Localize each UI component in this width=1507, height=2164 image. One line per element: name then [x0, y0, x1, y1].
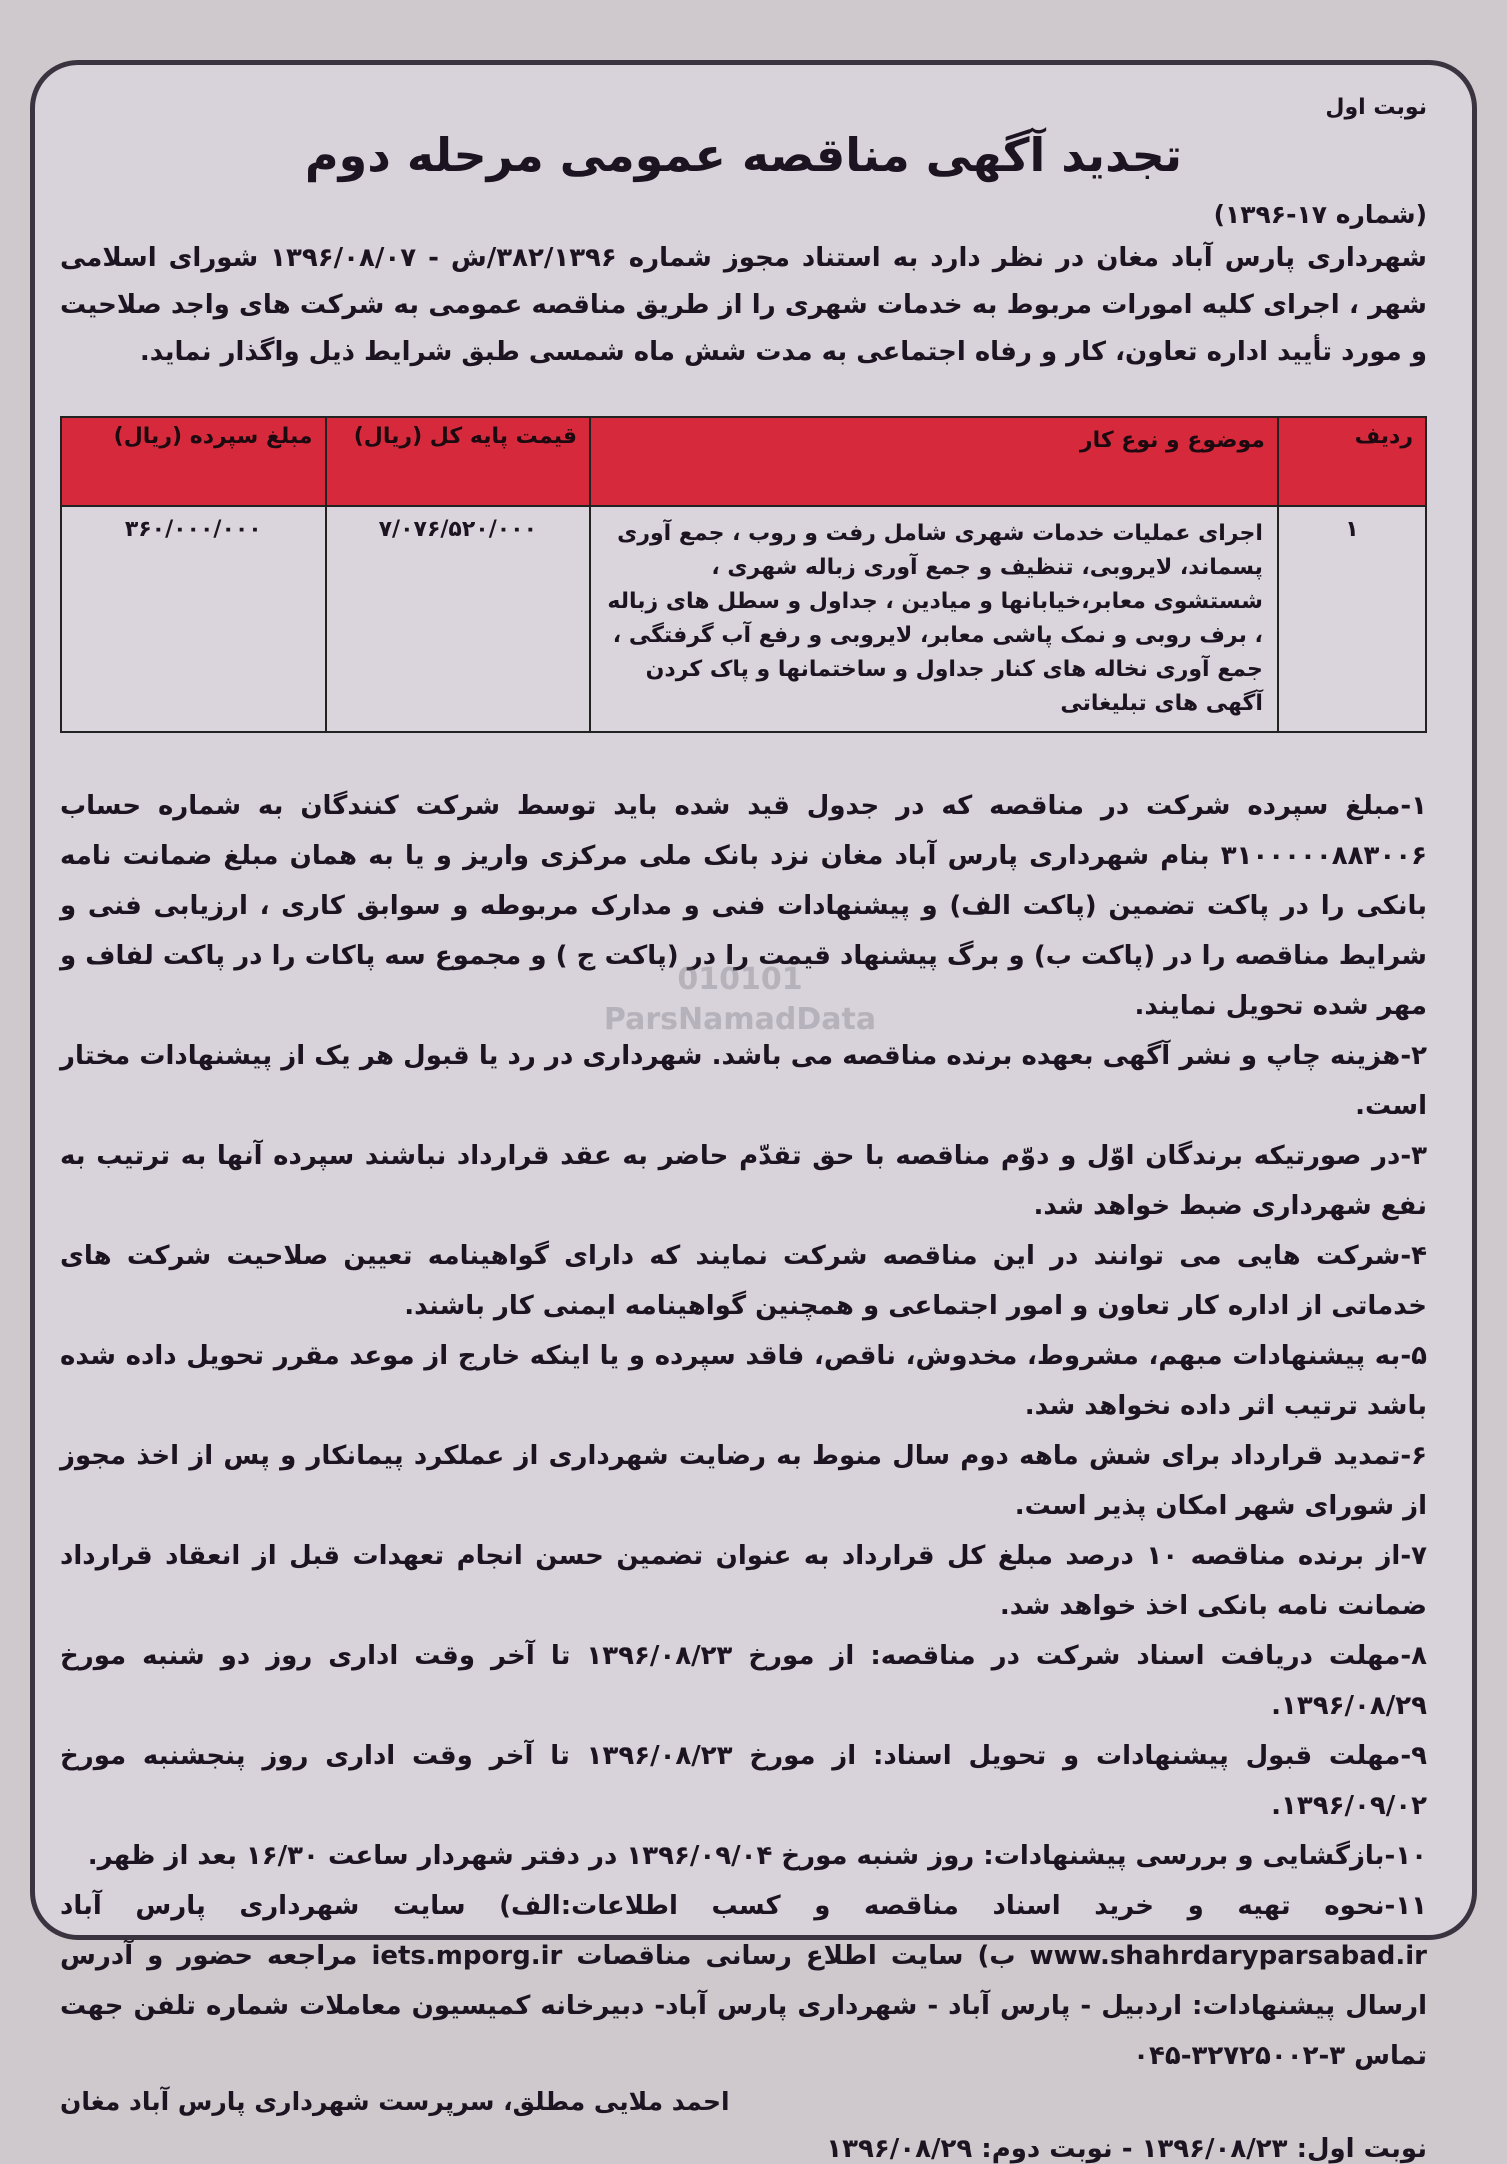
table-row	[61, 506, 1426, 732]
condition-item: ۹-مهلت قبول پیشنهادات و تحویل اسناد: از مورخ ۱۳۹۶/۰۸/۲۳ تا آخر وقت اداری روز پنجشنبه مورخ ۱۳۹۶/۰۹/۰۲.	[60, 1741, 1428, 1821]
cell-row-number: ۱	[1278, 506, 1426, 732]
condition-item: ۱-مبلغ سپرده شرکت در مناقصه که در جدول قید شده باید توسط شرکت کنندگان به شماره حساب ۳۱۰۰۰۰۰۸۸۳۰۰۶ بنام شهرداری پارس آباد مغان نزد بانک ملی مرکزی واریز و یا به همان مبلغ ضمانت نامه بانکی را در پاکت تضمین (پاکت الف) و پیشنهادات فنی و مدارک مربوطه و سوابق کاری ، ارزیابی فنی و شرایط مناقصه را در (پاکت ب) و برگ پیشنهاد قیمت را در (پاکت ج ) و مجموع سه پاکات را در پاکت لفاف و مهر شده تحویل نمایند.	[60, 791, 1427, 1021]
condition-item: ۵-به پیشنهادات مبهم، مشروط، مخدوش، ناقص، فاقد سپرده و یا اینکه خارج از موعد مقرر تحویل داده شده باشد ترتیب اثر داده نخواهد شد.	[60, 1341, 1427, 1421]
watermark-text: ParsNamadData	[603, 1002, 877, 1037]
watermark-number: 010101	[677, 962, 803, 997]
header-row-number: ردیف	[1278, 417, 1426, 506]
turn-label: نوبت اول	[1325, 95, 1427, 120]
condition-item: ۱۱-نحوه تهیه و خرید اسناد مناقصه و کسب اطلاعات:الف) سایت شهرداری پارس آباد www.shahrdaryparsabad.ir ب) سایت اطلاع رسانی مناقصات iets.mporg.ir مراجعه حضور و آدرس ارسال پیشنهادات: اردبیل - پارس آباد - شهرداری پارس آباد- دبیرخانه کمیسیون معاملات شماره تلفن جهت تماس ۳-۳۲۷۲۵۰۰۲-۰۴۵	[60, 1891, 1427, 2071]
condition-item: ۱۰-بازگشایی و بررسی پیشنهادات: روز شنبه مورخ ۱۳۹۶/۰۹/۰۴ در دفتر شهردار ساعت ۱۶/۳۰ بعد از ظهر.	[87, 1841, 1427, 1871]
cell-subject: اجرای عملیات خدمات شهری شامل رفت و روب ، جمع آوری پسماند، لایروبی، تنظیف و جمع آوری زباله شهری ، شستشوی معابر،خیابانها و میادین ، جداول و سطل های زباله ، برف روبی و نمک پاشی معابر، لایروبی و رفع آب گرفتگی ، جمع آوری نخاله های کنار جداول و ساختمانها و پاک کردن آگهی های تبلیغاتی	[590, 506, 1278, 732]
cell-base-price: ۷/۰۷۶/۵۲۰/۰۰۰	[326, 506, 591, 732]
condition-item: ۲-هزینه چاپ و نشر آگهی بعهده برنده مناقصه می باشد. شهرداری در رد یا قبول هر یک از پیشنهادات مختار است.	[60, 1041, 1427, 1121]
watermark	[560, 960, 920, 1130]
table-header-row	[61, 417, 1426, 506]
publish-dates: نوبت اول: ۱۳۹۶/۰۸/۲۳ - نوبت دوم: ۱۳۹۶/۰۸/۲۹	[826, 2134, 1427, 2164]
intro-paragraph: شهرداری پارس آباد مغان در نظر دارد به استناد مجوز شماره ۳۸۲/۱۳۹۶/ش - ۱۳۹۶/۰۸/۰۷ شورای اسلامی شهر ، اجرای کلیه امورات مربوط به خدمات شهری را از طریق مناقصه عمومی به شرکت های واجد صلاحیت و مورد تأیید اداره تعاون، کار و رفاه اجتماعی به مدت شش ماه شمسی طبق شرایط ذیل واگذار نماید.	[60, 243, 1427, 367]
condition-item: ۴-شرکت هایی می توانند در این مناقصه شرکت نمایند که دارای گواهینامه تعیین صلاحیت شرکت های خدماتی از اداره کار تعاون و امور اجتماعی و همچنین گواهینامه ایمنی کار باشند.	[60, 1241, 1427, 1321]
header-deposit: مبلغ سپرده (ریال)	[61, 417, 326, 506]
cell-deposit: ۳۶۰/۰۰۰/۰۰۰	[61, 506, 326, 732]
condition-item: ۳-در صورتیکه برندگان اوّل و دوّم مناقصه با حق تقدّم حاضر به عقد قرارداد نباشند سپرده آنها به ترتیب به نفع شهرداری ضبط خواهد شد.	[60, 1141, 1427, 1221]
condition-item: ۸-مهلت دریافت اسناد شرکت در مناقصه: از مورخ ۱۳۹۶/۰۸/۲۳ تا آخر وقت اداری روز دو شنبه مورخ ۱۳۹۶/۰۸/۲۹.	[60, 1641, 1427, 1721]
tender-table	[60, 416, 1427, 733]
condition-item: ۶-تمدید قرارداد برای شش ماهه دوم سال منوط به رضایت شهرداری از عملکرد پیمانکار و پس از اخذ مجوز از شورای شهر امکان پذیر است.	[60, 1441, 1427, 1521]
condition-item: ۷-از برنده مناقصه ۱۰ درصد مبلغ کل قرارداد به عنوان تضمین حسن انجام تعهدات قبل از انعقاد قرارداد ضمانت نامه بانکی اخذ خواهد شد.	[60, 1541, 1428, 1621]
signature: احمد ملایی مطلق، سرپرست شهرداری پارس آباد مغان	[60, 2087, 730, 2116]
notice-title: تجدید آگهی مناقصه عمومی مرحله دوم	[304, 128, 1183, 182]
header-base-price: قیمت پایه کل (ریال)	[326, 417, 591, 506]
notice-number: (شماره ۱۷-۱۳۹۶)	[1213, 200, 1427, 229]
header-subject: موضوع و نوع کار	[590, 417, 1278, 506]
